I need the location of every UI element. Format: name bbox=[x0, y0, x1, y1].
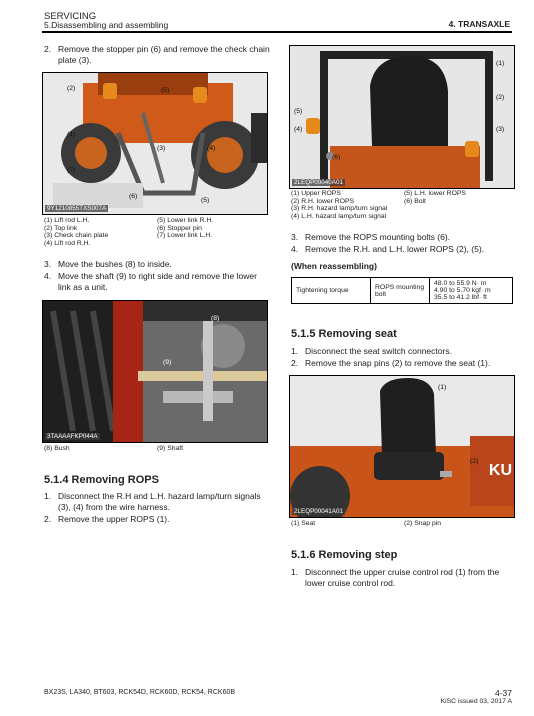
brand-lettering: KU bbox=[488, 462, 512, 479]
step-4: 4. Move the shaft (9) to right side and remove the lower link as a unit. bbox=[44, 271, 257, 292]
rops-step-1: 1. Disconnect the R.H and L.H. hazard lamp/turn signals (3), (4) from the wire harness. bbox=[44, 491, 261, 512]
figure-rops bbox=[289, 45, 515, 189]
header-section: SERVICING bbox=[44, 11, 97, 22]
callout-1: (1) bbox=[67, 131, 76, 138]
torque-table bbox=[291, 277, 513, 304]
section-heading: 5.1.4 Removing ROPS bbox=[44, 474, 159, 486]
callout-7: (7) bbox=[67, 167, 76, 174]
figure-code: 2LEQP00041A01 bbox=[294, 508, 344, 515]
callout-5: (5) bbox=[161, 87, 170, 94]
callout-2: (2) bbox=[67, 85, 76, 92]
reassembling-label: (When reassembling) bbox=[291, 261, 377, 271]
torque-item: ROPS mounting bolt bbox=[371, 278, 430, 304]
torque-values: 48.0 to 55.9 N· m 4.90 to 5.70 kgf· m 35.5 to 41.2 lbf· ft bbox=[430, 278, 513, 304]
callout-1: (1) bbox=[438, 384, 447, 391]
figure-code: 3TAAAAFKP044A bbox=[47, 433, 98, 440]
callout-2: (2) bbox=[470, 458, 479, 465]
figure-legend: (8) Bush (9) Shaft bbox=[44, 445, 184, 452]
callout-2: (2) bbox=[496, 94, 505, 101]
callout-6: (6) bbox=[129, 193, 138, 200]
header-chapter: 4. TRANSAXLE bbox=[448, 19, 510, 29]
rops-step-3: 3. Remove the ROPS mounting bolts (6). bbox=[291, 232, 451, 242]
footer-models: BX23S, LA340, BT603, RCK54D, RCK60D, RCK54, RCK60B bbox=[44, 689, 236, 696]
rops-step-4: 4. Remove the R.H. and L.H. lower ROPS (2), (5). bbox=[291, 244, 485, 254]
figure-code: 9Y1210855TXS007A bbox=[47, 205, 107, 212]
callout-9: (9) bbox=[163, 359, 172, 366]
rops-step-2: 2. Remove the upper ROPS (1). bbox=[44, 514, 170, 524]
callout-3: (3) bbox=[496, 126, 505, 133]
header-rule bbox=[42, 31, 512, 33]
callout-1: (1) bbox=[496, 60, 505, 67]
seat-step-2: 2. Remove the snap pins (2) to remove the seat (1). bbox=[291, 358, 491, 368]
figure-seat bbox=[289, 375, 515, 518]
figure-bush-shaft bbox=[42, 300, 268, 443]
callout-3: (3) bbox=[157, 145, 166, 152]
callout-4: (4) bbox=[207, 145, 216, 152]
step-2: 2. Remove the stopper pin (6) and remove the check chain plate (3). bbox=[44, 44, 270, 65]
step-3: 3. Move the bushes (8) to inside. bbox=[44, 259, 172, 269]
figure-legend: (1) Seat (2) Snap pin bbox=[291, 520, 442, 527]
figure-code: 2LEQP00040A01 bbox=[294, 179, 344, 186]
header-subsection: 5.Disassembling and assembling bbox=[44, 20, 169, 30]
footer-page: 4-37 bbox=[494, 688, 512, 698]
seat-step-1: 1. Disconnect the seat switch connectors. bbox=[291, 346, 452, 356]
section-heading: 5.1.6 Removing step bbox=[291, 549, 398, 561]
callout-4: (4) bbox=[294, 126, 303, 133]
step-step-1: 1. Disconnect the upper cruise control rod (1) from the lower cruise control rod. bbox=[291, 567, 500, 588]
callout-5b: (5) bbox=[201, 197, 210, 204]
footer-issued: KiSC issued 03, 2017 A bbox=[440, 698, 512, 705]
torque-label: Tightening torque bbox=[292, 278, 371, 304]
figure-legend: (1) Upper ROPS (5) L.H. lower ROPS (2) R.H. lower ROPS (6) Bolt (3) R.H. hazard lamp/turn signal (4) L.H. hazard lamp/turn signal bbox=[291, 190, 466, 220]
figure-lower-link bbox=[42, 72, 268, 215]
callout-6: (6) bbox=[332, 154, 341, 161]
callout-8: (8) bbox=[211, 315, 220, 322]
section-heading: 5.1.5 Removing seat bbox=[291, 328, 397, 340]
figure-legend: (1) Lift rod L.H. (5) Lower link R.H. (2) Top link (6) Stopper pin (3) Check chain plate (7) Lower link L.H. (4) Lift rod R.H. bbox=[44, 217, 214, 247]
callout-5: (5) bbox=[294, 108, 303, 115]
